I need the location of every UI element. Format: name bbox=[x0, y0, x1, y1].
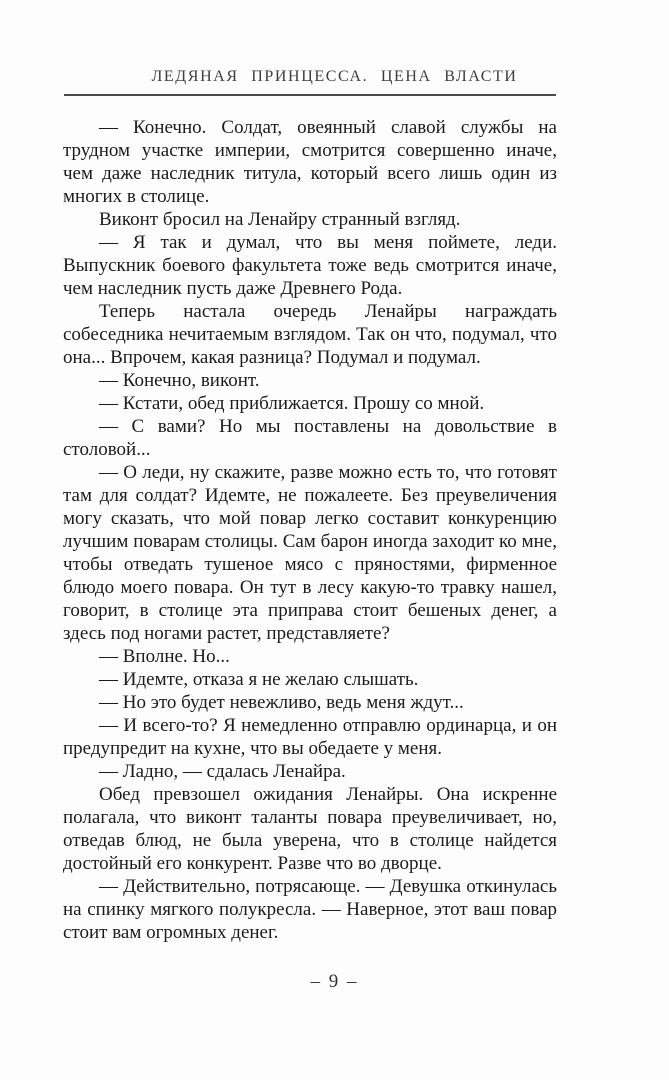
paragraph: — Действительно, потрясающе. — Девушка откинулась на спинку мягкого полукресла. — Наверное, этот ваш повар стоит вам огромных денег. bbox=[63, 876, 557, 943]
page-number: – 9 – bbox=[310, 971, 359, 992]
paragraph: — Я так и думал, что вы меня поймете, леди. Выпускник боевого факультета тоже ведь смотрится иначе, чем наследник пусть даже Древнего Рода. bbox=[63, 232, 557, 299]
paragraph: — И всего-то? Я немедленно отправлю ординарца, и он предупредит на кухне, что вы обедаете у меня. bbox=[63, 715, 557, 759]
running-header: ЛЕДЯНАЯ ПРИНЦЕССА. ЦЕНА ВЛАСТИ bbox=[151, 68, 518, 85]
page-text bbox=[63, 116, 557, 944]
paragraph: — С вами? Но мы поставлены на довольствие в столовой... bbox=[63, 416, 557, 460]
paragraph: — Кстати, обед приближается. Прошу со мной. bbox=[99, 393, 485, 414]
paragraph: — Вполне. Но... bbox=[99, 646, 230, 667]
paragraph: Виконт бросил на Ленайру странный взгляд. bbox=[99, 209, 461, 230]
paragraph: — Конечно, виконт. bbox=[99, 370, 260, 391]
paragraph: — Конечно. Солдат, овеянный славой службы на трудном участке империи, смотрится совершенно иначе, чем даже наследник титула, который всего лишь один из многих в столице. bbox=[63, 117, 557, 207]
paragraph: — Идемте, отказа я не желаю слышать. bbox=[99, 669, 419, 690]
paragraph: Теперь настала очередь Ленайры награждать собеседника нечитаемым взглядом. Так он что, подумал, что она... Впрочем, какая разница? Подумал и подумал. bbox=[63, 301, 557, 368]
header-rule bbox=[64, 94, 556, 96]
paragraph: — О леди, ну скажите, разве можно есть то, что готовят там для солдат? Идемте, не пожалеете. Без преувеличения могу сказать, что мой повар легко составит конкуренцию лучшим поварам столицы. Сам барон иногда заходит ко мне, чтобы отведать тушеное мясо с пряностями, фирменное блюдо моего повара. Он тут в лесу какую-то травку нашел, говорит, в столице эта приправа стоит бешеных денег, а здесь под ногами растет, представляете? bbox=[63, 462, 557, 644]
paragraph: — Ладно, — сдалась Ленайра. bbox=[99, 761, 346, 782]
paragraph: Обед превзошел ожидания Ленайры. Она искренне полагала, что виконт таланты повара преувеличивает, но, отведав блюд, не была уверена, что в столице найдется достойный его конкурент. Разве что во дворце. bbox=[63, 784, 557, 874]
paragraph: — Но это будет невежливо, ведь меня ждут... bbox=[99, 692, 464, 713]
